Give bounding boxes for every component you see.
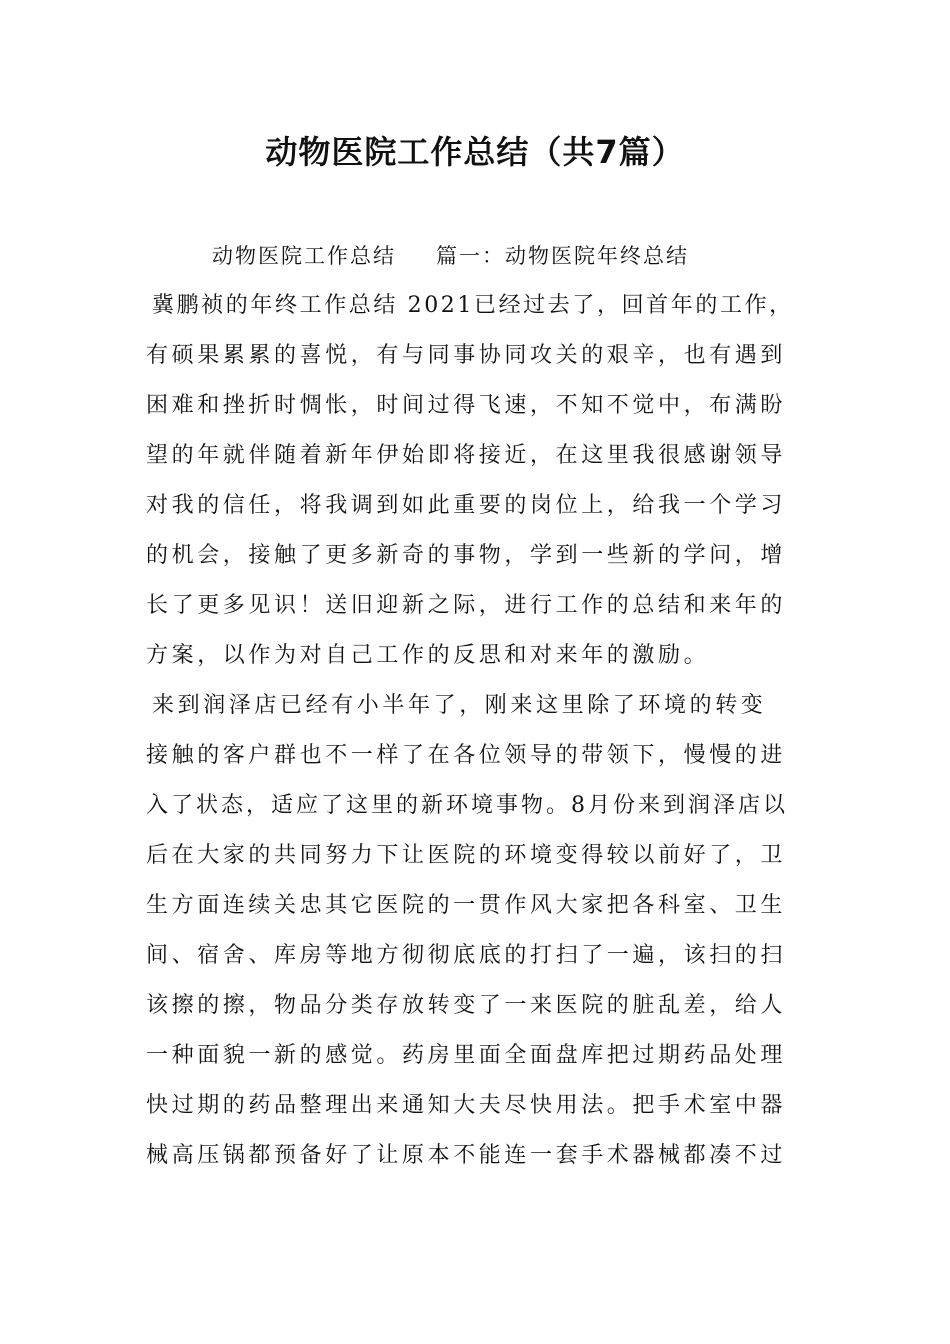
text-line: 对我的信任，将我调到如此重要的岗位上，给我一个学习 — [146, 493, 787, 518]
document-subtitle — [212, 236, 689, 276]
text-line: 后在大家的共同努力下让医院的环境变得较以前好了，卫 — [146, 843, 787, 868]
text-line: 方案，以作为对自己工作的反思和对来年的激励。 — [146, 643, 710, 668]
document-title: 动物医院工作总结（共7篇） — [265, 133, 685, 171]
text-line: 入了状态，适应了这里的新环境事物。8月份来到润泽店以 — [146, 793, 788, 818]
subtitle-right: 篇一：动物医院年终总结 — [436, 244, 689, 268]
text-line: 困难和挫折时惆怅，时间过得飞速，不知不觉中，布满盼 — [146, 393, 787, 418]
text-line: 望的年就伴随着新年伊始即将接近，在这里我很感谢领导 — [146, 443, 787, 468]
text-line: 生方面连续关忠其它医院的一贯作风大家把各科室、卫生 — [146, 893, 787, 918]
text-line: 接触的客户群也不一样了在各位领导的带领下，慢慢的进 — [146, 743, 787, 768]
text-line: 一种面貌一新的感觉。药房里面全面盘库把过期药品处理 — [146, 1043, 787, 1068]
text-line: 的机会，接触了更多新奇的事物，学到一些新的学问，增 — [146, 543, 787, 568]
text-line: 来到润泽店已经有小半年了，刚来这里除了环境的转变 — [152, 693, 767, 718]
text-line: 长了更多见识！送旧迎新之际，进行工作的总结和来年的 — [146, 593, 787, 618]
text-line: 该擦的擦，物品分类存放转变了一来医院的脏乱差，给人 — [146, 993, 787, 1018]
text-line: 有硕果累累的喜悦，有与同事协同攻关的艰辛，也有遇到 — [146, 343, 787, 368]
text-line: 冀鹏祯的年终工作总结 2021已经过去了，回首年的工作， — [152, 293, 794, 318]
text-line: 间、宿舍、库房等地方彻彻底底的打扫了一遍，该扫的扫 — [146, 943, 787, 968]
text-line: 快过期的药品整理出来通知大夫尽快用法。把手术室中器 — [146, 1093, 787, 1118]
subtitle-left: 动物医院工作总结 — [212, 244, 396, 268]
text-line: 械高压锅都预备好了让原本不能连一套手术器械都凑不过 — [146, 1143, 787, 1168]
